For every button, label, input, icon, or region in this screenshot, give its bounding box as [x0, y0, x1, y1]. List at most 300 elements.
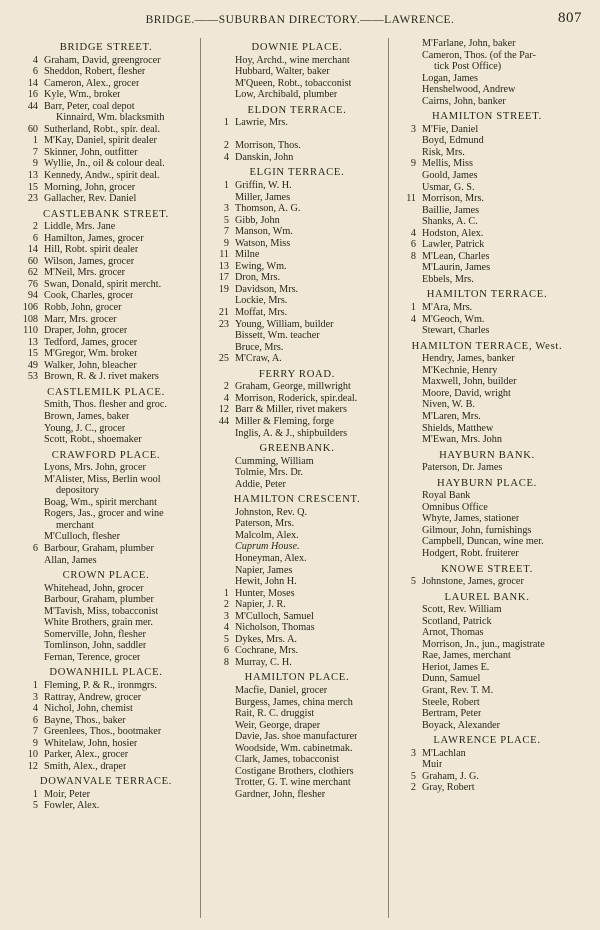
- directory-entry: [205, 295, 389, 307]
- house-number: [205, 720, 235, 732]
- house-number: [205, 576, 235, 588]
- resident-name: Inglis, A. & J., shipbuilders: [235, 427, 348, 439]
- directory-entry: [392, 759, 582, 771]
- directory-entry: [14, 170, 198, 182]
- directory-entry: [392, 662, 582, 674]
- directory-entry: [205, 611, 389, 623]
- resident-name: M'Neil, Mrs. grocer: [44, 267, 126, 279]
- running-head: [0, 10, 600, 32]
- house-number: 17: [218, 272, 229, 284]
- resident-name: Moffat, Mrs.: [235, 307, 288, 319]
- directory-entry: [14, 508, 198, 520]
- street-heading: CASTLEMILK PLACE.: [47, 386, 165, 398]
- directory-entry: [205, 428, 389, 440]
- house-number: [205, 479, 235, 491]
- resident-name: Royal Bank: [422, 490, 471, 502]
- house-number: 5: [223, 633, 229, 645]
- resident-name: Fowler, Alex.: [44, 800, 100, 812]
- resident-name: Murray, C. H.: [235, 656, 292, 668]
- resident-name: Campbell, Duncan, wine mer.: [422, 536, 544, 548]
- resident-name: Morrison, Jn., jun., magistrate: [422, 638, 545, 650]
- house-number: [14, 434, 44, 446]
- house-number: [392, 513, 422, 525]
- resident-name: Nichol, John, chemist: [44, 703, 133, 715]
- house-number: 11: [219, 249, 229, 261]
- resident-name: Stewart, Charles: [422, 325, 490, 337]
- resident-name: Cook, Charles, grocer: [44, 290, 134, 302]
- house-number: 1: [223, 117, 229, 129]
- directory-entry: [392, 182, 582, 194]
- directory-entry: [14, 78, 198, 90]
- resident-name: Bissett, Wm. teacher: [235, 330, 320, 342]
- house-number: [14, 497, 44, 509]
- directory-entry: [205, 393, 389, 405]
- directory-entry: [392, 502, 582, 514]
- resident-name: Barr & Miller, rivet makers: [235, 404, 347, 416]
- resident-name: Morrison, Thos.: [235, 140, 301, 152]
- resident-name: Gray, Robert: [422, 782, 475, 794]
- resident-name: Moore, David, wright: [422, 387, 511, 399]
- resident-name: Cairns, John, banker: [422, 95, 506, 107]
- street-heading: KNOWE STREET.: [441, 563, 533, 575]
- house-number: 14: [27, 244, 38, 256]
- directory-entry: [205, 697, 389, 709]
- resident-name: Fernan, Terence, grocer: [44, 651, 141, 663]
- resident-name: Gilmour, John, furnishings: [422, 524, 532, 536]
- house-number: 16: [27, 89, 38, 101]
- resident-name: Rogers, Jas., grocer and wine: [44, 508, 164, 520]
- street-section: [205, 443, 389, 490]
- street-heading: DOWANHILL PLACE.: [49, 667, 163, 679]
- house-number: [205, 129, 235, 141]
- street-heading: HAMILTON TERRACE.: [426, 289, 548, 301]
- resident-name: Boyd, Edmund: [422, 135, 484, 147]
- directory-entry: [14, 652, 198, 664]
- directory-entry: [14, 66, 198, 78]
- resident-name: Hodston, Alex.: [422, 227, 484, 239]
- resident-name: tick Post Office): [434, 61, 502, 73]
- directory-entry: [14, 267, 198, 279]
- resident-name: Paterson, Mrs.: [235, 518, 295, 530]
- resident-name: Barbour, Graham, plumber: [44, 542, 154, 554]
- resident-name: Grant, Rev. T. M.: [422, 684, 494, 696]
- resident-name: M'Kechnie, Henry: [422, 364, 498, 376]
- directory-entry: [205, 152, 389, 164]
- street-section: [392, 38, 582, 107]
- resident-name: M'Culloch, flesher: [44, 531, 120, 543]
- directory-entry: [205, 129, 389, 141]
- house-number: [392, 434, 422, 446]
- directory-entry: [392, 411, 582, 423]
- directory-entry: [14, 640, 198, 652]
- resident-name: Johnston, Rev. Q.: [235, 506, 308, 518]
- directory-entry: [392, 50, 582, 62]
- house-number: 94: [27, 290, 38, 302]
- street-section: [392, 341, 582, 446]
- resident-name: Young, William, builder: [235, 318, 334, 330]
- house-number: 23: [27, 193, 38, 205]
- directory-entry: [205, 192, 389, 204]
- directory-entry: [14, 617, 198, 629]
- resident-name: Marr, Mrs. grocer: [44, 313, 117, 325]
- house-number: [392, 673, 422, 685]
- resident-name: M'Lachlan: [422, 747, 466, 759]
- street-heading: DOWANVALE TERRACE.: [39, 776, 173, 788]
- house-number: [392, 708, 422, 720]
- resident-name: M'Laurin, James: [422, 262, 491, 274]
- resident-name: Bruce, Mrs.: [235, 341, 284, 353]
- house-number: [14, 112, 44, 124]
- resident-name: Allan, James: [44, 554, 97, 566]
- house-number: [205, 553, 235, 565]
- resident-name: Macfie, Daniel, grocer: [235, 684, 328, 696]
- resident-name: Scott, Robt., shoemaker: [44, 434, 142, 446]
- resident-name: Wyllie, Jn., oil & colour deal.: [44, 158, 165, 170]
- house-number: [14, 606, 44, 618]
- resident-name: Cameron, Alex., grocer: [44, 77, 140, 89]
- resident-name: Lawrie, Mrs.: [235, 117, 288, 129]
- directory-entry: [205, 66, 389, 78]
- house-number: [392, 262, 422, 274]
- directory-entry: [14, 531, 198, 543]
- directory-entry: [205, 518, 389, 530]
- directory-entry: [205, 261, 389, 273]
- resident-name: Boyack, Alexander: [422, 719, 501, 731]
- house-number: 7: [223, 226, 229, 238]
- house-number: 19: [218, 283, 229, 295]
- resident-name: Bertram, Peter: [422, 708, 482, 720]
- directory-entry: [205, 342, 389, 354]
- house-number: [205, 66, 235, 78]
- resident-name: Morning, John, grocer: [44, 181, 136, 193]
- resident-name: Rattray, Andrew, grocer: [44, 691, 142, 703]
- directory-entry: [14, 244, 198, 256]
- house-number: 1: [223, 180, 229, 192]
- resident-name: Rae, James, merchant: [422, 650, 511, 662]
- house-number: 4: [410, 227, 416, 239]
- resident-name: Low, Archibald, plumber: [235, 89, 338, 101]
- street-heading: HAMILTON TERRACE, West.: [411, 340, 563, 352]
- street-section: [205, 494, 389, 668]
- directory-entry: [14, 112, 198, 124]
- directory-entry: [14, 147, 198, 159]
- resident-name: Ebbels, Mrs.: [422, 273, 474, 285]
- house-number: 108: [22, 313, 38, 325]
- resident-name: Morrison, Mrs.: [422, 193, 484, 205]
- directory-entry: [392, 697, 582, 709]
- directory-entry: [205, 180, 389, 192]
- resident-name: Trotter, G. T. wine merchant: [235, 777, 351, 789]
- directory-entry: [392, 388, 582, 400]
- directory-entry: [14, 749, 198, 761]
- resident-name: Ewing, Wm.: [235, 260, 287, 272]
- directory-entry: [392, 96, 582, 108]
- directory-entry: [205, 272, 389, 284]
- directory-entry: [392, 434, 582, 446]
- house-number: 9: [32, 158, 38, 170]
- house-number: [392, 697, 422, 709]
- resident-name: M'Gregor, Wm. broker: [44, 348, 138, 360]
- street-heading: LAUREL BANK.: [444, 591, 530, 603]
- directory-entry: [392, 314, 582, 326]
- house-number: [392, 216, 422, 228]
- street-heading: CASTLEBANK STREET.: [43, 208, 169, 220]
- resident-name: Smith, Thos. flesher and groc.: [44, 399, 167, 411]
- house-number: [205, 295, 235, 307]
- street-section: [14, 776, 198, 812]
- house-number: 2: [32, 221, 38, 233]
- house-number: [14, 640, 44, 652]
- directory-entry: [392, 576, 582, 588]
- directory-entry: [14, 256, 198, 268]
- house-number: [205, 541, 235, 553]
- house-number: 3: [223, 203, 229, 215]
- directory-entry: [392, 376, 582, 388]
- directory-entry: [14, 629, 198, 641]
- directory-entry: [205, 657, 389, 669]
- directory-entry: [14, 325, 198, 337]
- street-heading: BRIDGE STREET.: [59, 42, 153, 53]
- resident-name: Rait, R. C. druggist: [235, 708, 315, 720]
- directory-entry: [392, 147, 582, 159]
- resident-name: Shields, Matthew: [422, 422, 494, 434]
- house-number: [392, 548, 422, 560]
- house-number: [392, 759, 422, 771]
- house-number: 9: [32, 737, 38, 749]
- resident-name: Weir, George, draper: [235, 719, 321, 731]
- resident-name: Hill, Robt. spirit dealer: [44, 244, 139, 256]
- directory-entry: [14, 337, 198, 349]
- resident-name: Baillie, James: [422, 204, 480, 216]
- directory-entry: [205, 645, 389, 657]
- street-section: [14, 667, 198, 772]
- house-number: [392, 399, 422, 411]
- house-number: [392, 96, 422, 108]
- directory-entry: [205, 89, 389, 101]
- resident-name: Sutherland, Robt., spir. deal.: [44, 123, 161, 135]
- house-number: [14, 520, 44, 532]
- house-number: 23: [218, 318, 229, 330]
- house-number: [392, 650, 422, 662]
- directory-entry: [205, 685, 389, 697]
- resident-name: Davie, Jas. shoe manufacturer: [235, 731, 358, 743]
- resident-name: Boag, Wm., spirit merchant: [44, 496, 157, 508]
- house-number: [205, 192, 235, 204]
- house-number: [392, 84, 422, 96]
- directory-entry: [205, 634, 389, 646]
- house-number: [14, 485, 44, 497]
- house-number: 60: [27, 123, 38, 135]
- resident-name: Risk, Mrs.: [422, 146, 465, 158]
- resident-name: Gardner, John, flesher: [235, 788, 326, 800]
- directory-entry: [205, 754, 389, 766]
- directory-entry: [205, 456, 389, 468]
- house-number: 6: [32, 542, 38, 554]
- resident-name: Gibb, John: [235, 214, 280, 226]
- house-number: 25: [218, 353, 229, 365]
- house-number: [14, 411, 44, 423]
- resident-name: Morrison, Roderick, spir.deal.: [235, 392, 358, 404]
- directory-entry: [392, 720, 582, 732]
- directory-entry: [392, 748, 582, 760]
- house-number: [392, 170, 422, 182]
- house-number: 106: [22, 302, 38, 314]
- resident-name: Logan, James: [422, 72, 479, 84]
- resident-name: Napier, James: [235, 564, 293, 576]
- directory-entry: [14, 761, 198, 773]
- directory-entry: [392, 38, 582, 50]
- directory-entry: [392, 262, 582, 274]
- house-number: 10: [27, 749, 38, 761]
- house-number: [392, 720, 422, 732]
- directory-entry: [392, 771, 582, 783]
- house-number: [205, 78, 235, 90]
- directory-entry: [392, 325, 582, 337]
- house-number: [205, 766, 235, 778]
- directory-entry: [392, 650, 582, 662]
- directory-entry: [14, 543, 198, 555]
- resident-name: Paterson, Dr. James: [422, 462, 503, 474]
- directory-entry: [205, 553, 389, 565]
- directory-entry: [14, 158, 198, 170]
- directory-entry: [14, 314, 198, 326]
- house-number: [392, 365, 422, 377]
- house-number: [392, 662, 422, 674]
- house-number: [205, 565, 235, 577]
- house-number: 6: [32, 232, 38, 244]
- resident-name: Graham, J. G.: [422, 770, 479, 782]
- house-number: 4: [223, 151, 229, 163]
- house-number: 49: [27, 359, 38, 371]
- house-number: [205, 467, 235, 479]
- house-number: [392, 423, 422, 435]
- house-number: [205, 507, 235, 519]
- directory-entry: [205, 203, 389, 215]
- resident-name: Moir, Peter: [44, 788, 90, 800]
- directory-entry: [392, 708, 582, 720]
- resident-name: White Brothers, grain mer.: [44, 617, 153, 629]
- resident-name: Burgess, James, china merch: [235, 696, 353, 708]
- house-number: [14, 555, 44, 567]
- house-number: 1: [32, 135, 38, 147]
- directory-entry: [205, 307, 389, 319]
- resident-name: Tolmie, Mrs. Dr.: [235, 467, 304, 479]
- house-number: [392, 38, 422, 50]
- resident-name: Henshelwood, Andrew: [422, 84, 516, 96]
- house-number: 13: [218, 260, 229, 272]
- house-number: 21: [218, 307, 229, 319]
- street-heading: CROWN PLACE.: [62, 570, 150, 582]
- house-number: [205, 697, 235, 709]
- house-number: [205, 330, 235, 342]
- directory-entry: [14, 703, 198, 715]
- directory-entry: [205, 789, 389, 801]
- resident-name: Liddle, Mrs. Jane: [44, 221, 116, 233]
- house-number: 2: [223, 140, 229, 152]
- resident-name: Smith, Alex., draper: [44, 760, 127, 772]
- resident-name: Malcolm, Alex.: [235, 529, 299, 541]
- resident-name: Fleming, P. & R., ironmgrs.: [44, 679, 157, 691]
- resident-name: Cuprum House.: [235, 541, 300, 553]
- resident-name: Milne: [235, 249, 260, 261]
- directory-entry: [14, 485, 198, 497]
- directory-entry: [14, 800, 198, 812]
- house-number: [205, 743, 235, 755]
- resident-name: M'Ewan, Mrs. John: [422, 434, 502, 446]
- house-number: [392, 604, 422, 616]
- house-number: 7: [32, 146, 38, 158]
- house-number: 4: [410, 313, 416, 325]
- directory-entry: [392, 536, 582, 548]
- directory-entry: [392, 423, 582, 435]
- directory-entry: [392, 135, 582, 147]
- resident-name: Johnstone, James, grocer: [422, 576, 524, 588]
- house-number: 3: [223, 610, 229, 622]
- resident-name: Tedford, James, grocer: [44, 336, 138, 348]
- directory-entry: [205, 117, 389, 129]
- directory-entry: [205, 284, 389, 296]
- resident-name: Davidson, Mrs.: [235, 283, 299, 295]
- house-number: 6: [223, 645, 229, 657]
- resident-name: Niven, W. B.: [422, 399, 475, 411]
- resident-name: Hodgert, Robt. fruiterer: [422, 547, 519, 559]
- street-heading: GREENBANK.: [259, 443, 335, 455]
- resident-name: Hubbard, Walter, baker: [235, 66, 330, 78]
- house-number: 110: [23, 325, 38, 337]
- resident-name: Hunter, Moses: [235, 587, 295, 599]
- directory-entry: [392, 604, 582, 616]
- directory-entry: [14, 497, 198, 509]
- resident-name: Whitelaw, John, hosier: [44, 737, 138, 749]
- directory-entry: [14, 555, 198, 567]
- directory-entry: [392, 616, 582, 628]
- house-number: 1: [32, 788, 38, 800]
- directory-entry: [392, 158, 582, 170]
- directory-entry: [14, 738, 198, 750]
- directory-entry: [392, 353, 582, 365]
- directory-entry: [205, 249, 389, 261]
- house-number: [14, 617, 44, 629]
- street-heading: ELGIN TERRACE.: [249, 167, 345, 179]
- resident-name: Nicholson, Thomas: [235, 622, 315, 634]
- street-heading: CRAWFORD PLACE.: [51, 449, 161, 461]
- resident-name: Wilson, James, grocer: [44, 255, 135, 267]
- house-number: 8: [223, 656, 229, 668]
- street-heading: FERRY ROAD.: [258, 368, 336, 380]
- resident-name: Graham, David, greengrocer: [44, 54, 161, 66]
- resident-name: Addie, Peter: [235, 478, 286, 490]
- resident-name: M'Lean, Charles: [422, 250, 490, 262]
- street-heading: HAMILTON STREET.: [432, 111, 542, 123]
- house-number: 3: [410, 123, 416, 135]
- resident-name: Mellis, Miss: [422, 158, 473, 170]
- house-number: 62: [27, 267, 38, 279]
- street-section: [392, 289, 582, 336]
- resident-name: Draper, John, grocer: [44, 325, 128, 337]
- house-number: 5: [223, 214, 229, 226]
- house-number: [14, 462, 44, 474]
- directory-entry: [14, 89, 198, 101]
- street-heading: HAYBURN BANK.: [439, 449, 535, 461]
- directory-entry: [205, 78, 389, 90]
- house-number: 13: [27, 170, 38, 182]
- street-section: [205, 42, 389, 101]
- house-number: 5: [32, 800, 38, 812]
- resident-name: Miller, James: [235, 191, 291, 203]
- resident-name: M'Craw, A.: [235, 353, 282, 365]
- directory-entry: [392, 627, 582, 639]
- house-number: 3: [32, 691, 38, 703]
